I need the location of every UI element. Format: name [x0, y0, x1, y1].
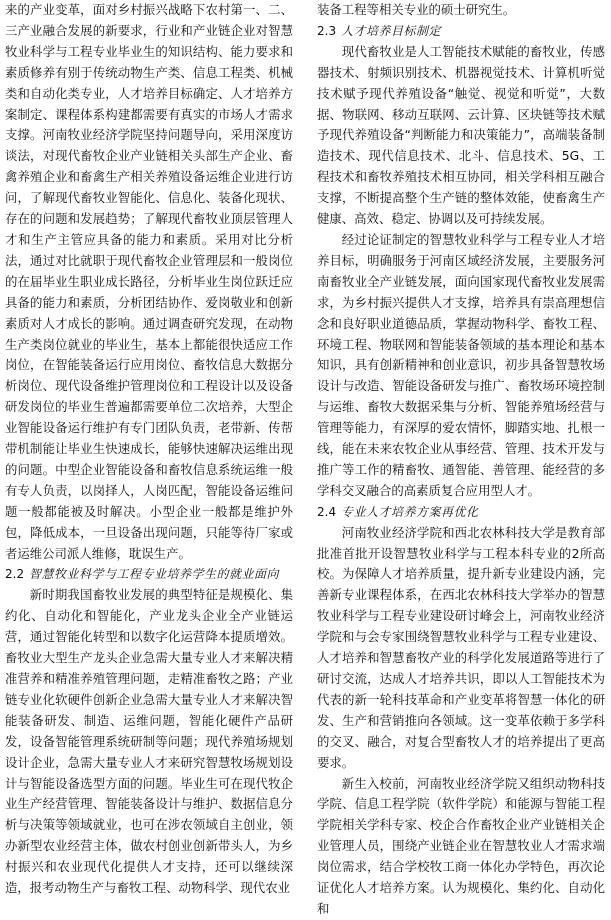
paragraph: 来的产业变革，面对乡村振兴战略下农村第一、二、三产业融合发展的新要求，行业和产业链企业对智慧牧业科学与工程专业毕业生的知识结构、能力要求和素质修养有别于传统动物生产类、信息工程类、机械类和自动化类专业，人才培养目标确定、人才培养方案制定、课程体系构建都需要有真实的市场人才需求支撑。河南牧业经济学院坚持问题导向，采用深度访谈法，对现代畜牧企业产业链相关头部生产企业、畜禽养殖企业和畜禽生产相关养殖设备运维企业进行访问，了解现代畜牧业智能化、信息化、装备化现状、存在的问题和发展趋势；了解现代畜牧业顶层管理人才和生产主管应具备的能力和素质。采用对比分析法，通过对比就职于现代畜牧企业管理层和一般岗位的在届毕业生职业成长路径，分析毕业生岗位跃迁应具备的能力和素质，分析团结协作、爱岗敬业和创新素质对人才成长的影响。通过调查研究发现，在动物生产类岗位就业的毕业生，基本上都能很快适应工作岗位，在智能装备运行应用岗位、畜牧信息大数据分析岗位、现代设备维护管理岗位和工程设计以及设备研发岗位的毕业生普遍都需要单位二次培养，大型企业智能设备运行维护有专门团队负责，老带新、传帮带机制能让毕业生快速成长，能够快速解决运维出现的问题。中型企业智能设备和畜牧信息系统运维一般有专人负责，以岗择人，人岗匹配，智能设备运维问题一般都能被及时解决。小型企业一般都是维护外包，降低成本，一旦设备出现问题，只能等待厂家或者运维公司派人维修，耽误生产。	[5, 2, 293, 561]
paragraph: 新生入校前，河南牧业经济学院又组织动物科技学院、信息工程学院（软件学院）和能源与智能工程学院相关学科专家、校企合作畜牧企业产业链相关企业管理人员，围绕产业链企业在智慧牧业人才需求端岗位需求，结合学校牧工商一体化办学特色，再次论证优化人才培养方案。认为规模化、集约化、自动化和	[317, 775, 605, 916]
section-title: 专业人才培养方案再优化	[341, 504, 479, 519]
paragraph: 经过论证制定的智慧牧业科学与工程专业人才培养目标，明确服务于河南区域经济发展，主要服务河南畜牧业全产业链发展，面向国家现代畜牧业发展需求，为乡村振兴提供人才支撑，培养具有崇高理想信念和良好职业道德品质，掌握动物科学、畜牧工程、环境工程、物联网和智能装备领域的基本理论和基本知识，具有创新精神和创业意识，初步具备智慧牧场设计与改造、智能设备研发与推广、畜牧场环境控制与运维、畜牧大数据采集与分析、智能养殖场经营与管理等能力，有深厚的爱农情怀，脚踏实地、扎根一线，能在未来农牧企业从事经营、管理、技术开发与推广等工作的精畜牧、通智能、善管理、能经营的多学科交叉融合的高素质复合应用型人才。	[317, 231, 605, 498]
section-title: 人才培养目标制定	[341, 23, 442, 38]
paragraph: 装备工程等相关专业的硕士研究生。	[317, 2, 516, 17]
section-title: 智慧牧业科学与工程专业培养学生的就业面向	[29, 567, 280, 582]
paragraph: 新时期我国畜牧业发展的典型特征是规模化、集约化、自动化和智能化，产业龙头企业全产业链运营，通过智能化转型和以数字化运营降本提质增效。畜牧业大型生产龙头企业急需大量专业人才来解决精准营养和精准养殖管理问题，走精准畜牧之路；产业链专业化软硬件创新企业急需大量专业人才来解决智能装备研发、制造、运维问题，智能化硬件产品研发，设备智能管理系统研制等问题；现代养殖场规划设计企业，急需大量专业人才来研究智慧牧场规划设计与智能设备选型方面的问题。毕业生可在现代牧企业生产经营管理、智能装备设计与维护、数据信息分析与决策等领域就业，也可在涉农领域自主创业，领办新型农业经营主体，做农村创业创新带头人，为乡村振兴和农业现代化提供人才支持，还可以继续深造，报考动物生产与畜牧工程、动物科学、现代农业	[5, 587, 293, 896]
section-heading-2-4	[317, 502, 605, 523]
left-column	[5, 0, 293, 899]
section-number: 2.3	[317, 23, 337, 38]
section-number: 2.4	[317, 504, 337, 519]
right-column	[317, 0, 605, 920]
section-number: 2.2	[5, 567, 25, 582]
paragraph: 河南牧业经济学院和西北农林科技大学是教育部批准首批开设智慧牧业科学与工程本科专业的2所高校。为保障人才培养质量，提升新专业建设内涵，完善新专业课程体系，在西北农林科技大学举办的智慧牧业科学与工程专业建设研讨峰会上，河南牧业经济学院和与会专家围绕智慧牧业科学与工程专业建设、人才培养和智慧畜牧产业的科学化发展道路等进行了研讨交流，达成人才培养共识，即以人工智能技术为代表的新一轮科技革命和产业变革将智慧一体化的研发、生产和营销推向各领域。这一变革依赖于多学科的交叉、融合，对复合型畜牧人才的培养提出了更高要求。	[317, 524, 605, 770]
paragraph: 现代畜牧业是人工智能技术赋能的畜牧业，传感器技术、射频识别技术、机器视觉技术、计算机听觉技术赋予现代养殖设备“触觉、视觉和听觉”，大数据、物联网、移动互联网、云计算、区块链等技术赋予现代养殖设备“判断能力和决策能力”，高端装备制造技术、现代信息技术、北斗、信息技术、5G、工程技术和畜牧养殖技术相互协同，相关学科相互融合支撑，不断提高整个生产链的整体效能，使畜禽生产健康、高效、稳定、协调以及可持续发展。	[317, 43, 605, 227]
section-heading-2-2	[5, 564, 293, 585]
section-heading-2-3	[317, 21, 605, 42]
